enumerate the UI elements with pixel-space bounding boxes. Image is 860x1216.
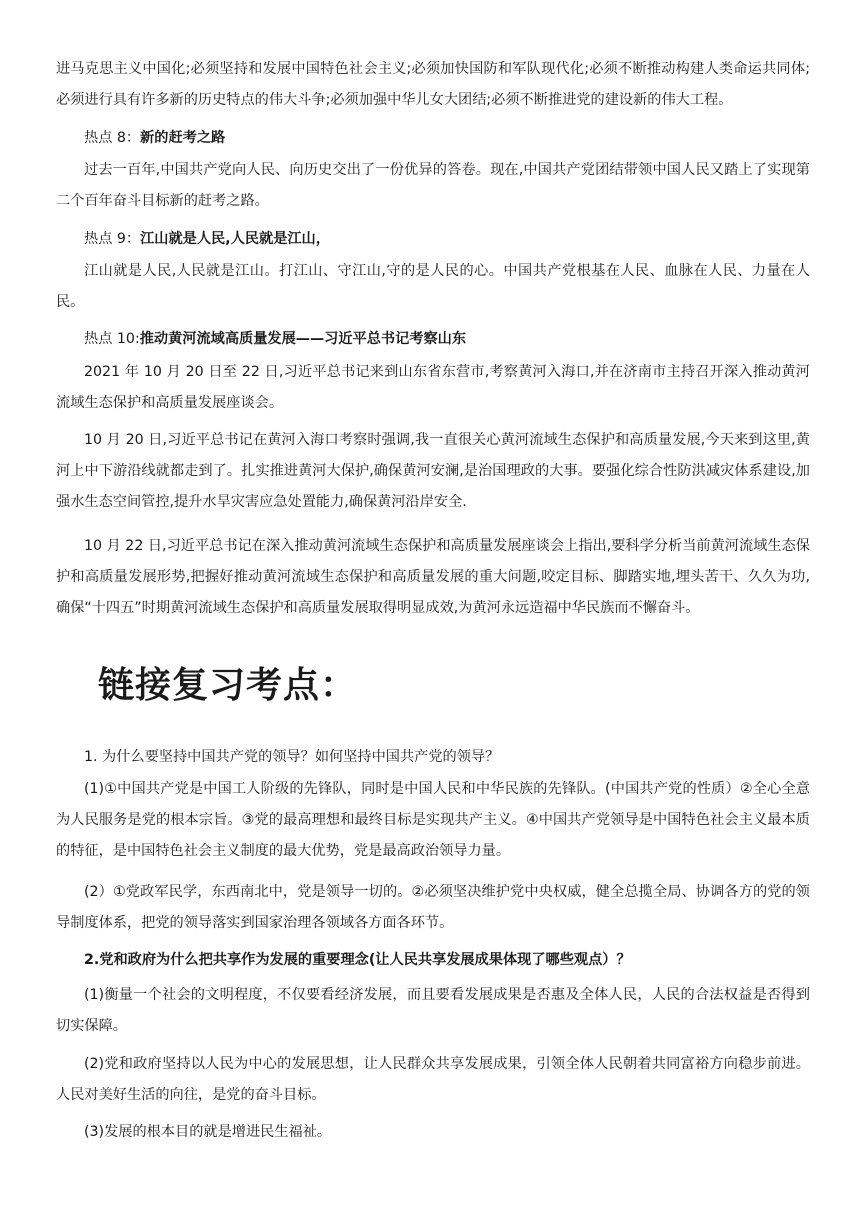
hot10-paragraph-2: 10 月 20 日,习近平总书记在黄河入海口考察时强调,我一直很关心黄河流域生态保护和高质量发展,今天来到这里,黄河上中下游沿线就都走到了。扎实推进黄河大保护,确保黄河安澜,是治国理政的大事。要强化综合性防洪减灾体系建设,加强水生态空间管控,提升水旱灾害应急处置能力,确保黄河沿岸安全. xyxy=(56,432,810,510)
hot9-paragraph: 江山就是人民,人民就是江山。打江山、守江山,守的是人民的心。中国共产党根基在人民、血脉在人民、力量在人民。 xyxy=(56,263,810,310)
question-2-text: 2.党和政府为什么把共享作为发展的重要理念(让人民共享发展成果体现了哪些观点）？ xyxy=(84,952,631,968)
question-2 xyxy=(84,945,631,976)
hot10-title: 推动黄河流域高质量发展——习近平总书记考察山东 xyxy=(139,331,467,347)
question-2-answer-3: (3)发展的根本目的就是增进民生福祉。 xyxy=(84,1124,332,1140)
hot10-label: 热点 10: xyxy=(84,331,140,347)
question-2-answer-1: (1)衡量一个社会的文明程度，不仅要看经济发展，而且要看发展成果是否惠及全体人民，人民的合法权益是否得到切实保障。 xyxy=(56,987,810,1034)
hot8-label: 热点 8： xyxy=(84,130,141,146)
question-2-answer-2: (2)党和政府坚持以人民为中心的发展思想，让人民群众共享发展成果，引领全体人民朝着共同富裕方向稳步前进。人民对美好生活的向往，是党的奋斗目标。 xyxy=(56,1056,810,1103)
hot9-title: 江山就是人民,人民就是江山， xyxy=(140,231,330,247)
hot9-heading xyxy=(84,224,330,255)
question-1-answer-1: (1)①中国共产党是中国工人阶级的先锋队，同时是中国人民和中华民族的先锋队。(中国共产党的性质）②全心全意为人民服务是党的根本宗旨。③党的最高理想和最终目标是实现共产主义。④中国共产党领导是中国特色社会主义最本质的特征，是中国特色社会主义制度的最大优势，党是最高政治领导力量。 xyxy=(56,781,810,859)
hot8-paragraph: 过去一百年,中国共产党向人民、向历史交出了一份优异的答卷。现在,中国共产党团结带领中国人民又踏上了实现第二个百年奋斗目标新的赶考之路。 xyxy=(56,162,810,209)
question-1-answer-2: (2）①党政军民学，东西南北中，党是领导一切的。②必须坚决维护党中央权威，健全总揽全局、协调各方的党的领导制度体系，把党的领导落实到国家治理各领域各方面各环节。 xyxy=(56,884,810,931)
intro-paragraph: 进马克思主义中国化;必须坚持和发展中国特色社会主义;必须加快国防和军队现代化;必须不断推动构建人类命运共同体;必须进行具有许多新的历史特点的伟大斗争;必须加强中华儿女大团结;必须不断推进党的建设新的伟大工程。 xyxy=(56,61,810,108)
hot10-heading xyxy=(84,324,466,355)
question-1: 1. 为什么要坚持中国共产党的领导？如何坚持中国共产党的领导？ xyxy=(84,749,500,765)
hot8-heading xyxy=(84,123,225,154)
hot9-label: 热点 9： xyxy=(84,231,141,247)
hot10-paragraph-3: 10 月 22 日,习近平总书记在深入推动黄河流域生态保护和高质量发展座谈会上指出,要科学分析当前黄河流域生态保护和高质量发展形势,把握好推动黄河流域生态保护和高质量发展的重大问题,咬定目标、脚踏实地,埋头苦干、久久为功,确保“十四五”时期黄河流域生态保护和高质量发展取得明显成效,为黄河永远造福中华民族而不懈奋斗。 xyxy=(56,538,810,616)
hot8-title: 新的赶考之路 xyxy=(140,130,226,146)
hot10-paragraph-1: 2021 年 10 月 20 日至 22 日,习近平总书记来到山东省东营市,考察黄河入海口,并在济南市主持召开深入推动黄河流域生态保护和高质量发展座谈会。 xyxy=(56,364,810,411)
review-heading: 链接复习考点： xyxy=(98,665,358,706)
